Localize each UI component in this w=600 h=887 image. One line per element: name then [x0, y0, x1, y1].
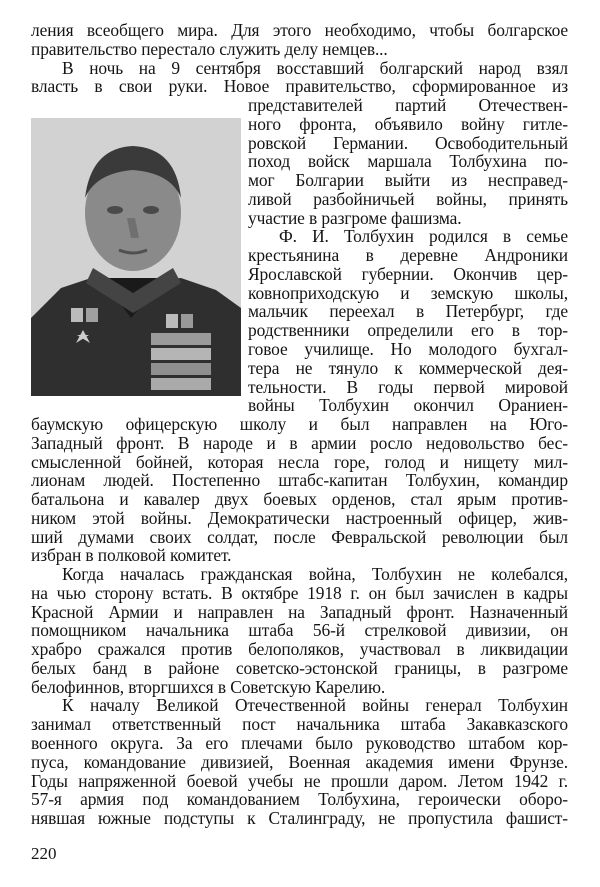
text-line: Западный фронт. В народе и в армии росло недовольство бес- [31, 432, 568, 453]
text-line: К началу Великой Отечественной войны генерал Толбухин [62, 695, 568, 716]
text-line: Ф. И. Толбухин родился в семье [279, 226, 568, 247]
text-line: участие в разгроме фашизма. [248, 207, 462, 228]
text-line: родственники определили его в тор- [248, 320, 568, 341]
text-line: войны Толбухин окончил Ораниен- [248, 395, 568, 416]
text-line: мог Болгарии выйти из несправед- [248, 170, 568, 191]
text-line: смысленной бойней, которая несла горе, голод и нищету мил- [31, 451, 568, 472]
text-line: 57-я армия под командованием Толбухина, героически оборо- [31, 789, 568, 810]
text-line: ший думами своих солдат, после Февральской революции был [31, 526, 568, 547]
text-line: тельности. В годы первой мировой [248, 376, 568, 397]
text-line: нявшая южные подступы к Сталинграду, не пропустила фашист- [31, 808, 568, 828]
text-line: власть в свои руки. Новое правительство, сформированное из [31, 76, 568, 97]
page-number: 220 [31, 844, 57, 863]
text-line: пуса, командование дивизией, Военная академия имени Фрунзе. [31, 751, 568, 772]
text-line: ного фронта, объявило войну гитле- [248, 113, 568, 134]
text-line: белых банд в районе советско-эстонской границы, в разгроме [31, 657, 568, 678]
text-line: военного округа. За его плечами было руководство штабом кор- [31, 733, 568, 753]
text-line: лионам людей. Постепенно штабс-капитан Толбухин, командир [31, 470, 568, 491]
text-line: помощником начальника штаба 56-й стрелковой дивизии, он [31, 620, 568, 641]
text-line: храбро сражался против белополяков, участвовал в ликвидации [31, 639, 568, 660]
text-line: на чью сторону встать. В октябре 1918 г. он был зачислен в кадры [31, 582, 568, 603]
text-line: тера не тянуло к коммерческой дея- [248, 357, 568, 378]
text-line: Ярославской губернии. Окончив цер- [248, 263, 568, 284]
text-line: В ночь на 9 сентября восставший болгарский народ взял [62, 57, 568, 78]
portrait-photo [31, 118, 241, 396]
text-line: ления всеобщего мира. Для этого необходимо, чтобы болгарское [31, 20, 568, 40]
text-line: представителей партий Отечествен- [248, 95, 568, 115]
text-line: говое училище. Но молодого бухгал- [248, 339, 568, 359]
text-line: Годы напряженной боевой учебы не прошли даром. Летом 1942 г. [31, 770, 568, 791]
text-line: Когда началась гражданская война, Толбухин не колебался, [62, 564, 568, 585]
text-line: ником этой войны. Демократически настроенный офицер, жив- [31, 507, 568, 528]
text-line: занимал ответственный пост начальника штаба Закавказского [31, 714, 568, 735]
text-line: мальчик переехал в Петербург, где [248, 301, 568, 322]
text-line: батальона и кавалер двух боевых орденов, стал ярым против- [31, 489, 568, 509]
text-line: белофиннов, вторгшихся в Советскую Карелию. [31, 676, 386, 697]
text-line: ливой разбойничьей войны, принять [248, 188, 568, 209]
text-line: правительство перестало служить делу немцев... [31, 38, 388, 59]
text-line: поход войск маршала Толбухина по- [248, 151, 568, 172]
text-line: Красной Армии и направлен на Западный фронт. Назначенный [31, 601, 568, 622]
text-line: ковноприходскую и земскую школы, [248, 282, 568, 303]
text-line: избран в полковой комитет. [31, 545, 232, 566]
text-line: баумскую офицерскую школу и был направлен на Юго- [31, 414, 568, 434]
text-line: крестьянина в деревне Андроники [248, 245, 568, 266]
text-line: ровской Германии. Освободительный [248, 132, 568, 153]
